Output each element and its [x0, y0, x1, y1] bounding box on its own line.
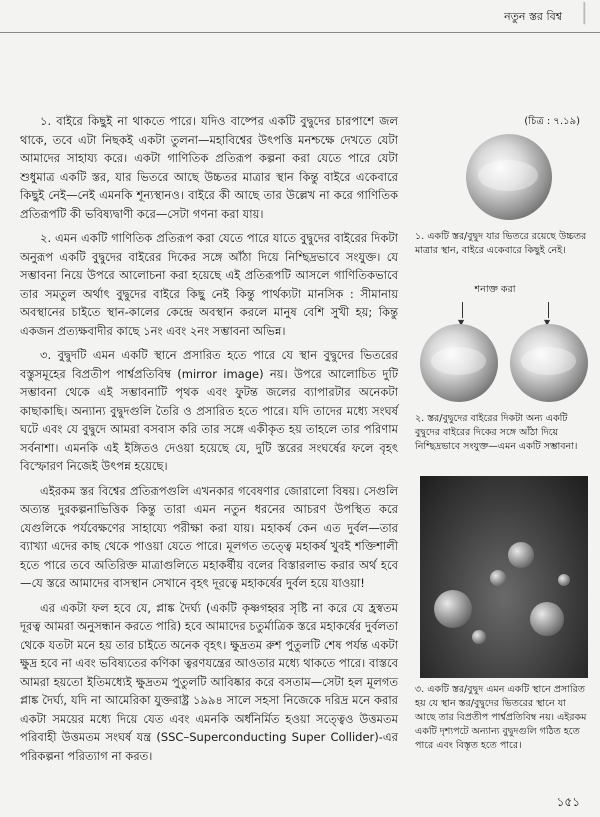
caption-3: ৩. একটি স্তর/বুদ্বুদ এমন একটি স্থানে প্রসারিত হয় যে স্থান স্তর/বুদ্বুদের ভিতরের স্থানে যা আছে তার বিপ্রতীপ পার্শ্বপ্রতিবিম্ব নয়। এইরকম একটি দৃশ্যপটে অন্যান্য বুদ্বুদগুলি গঠিত হতে পারে এবং বিস্তৃত হতে পারে।	[415, 684, 587, 751]
brane-sphere-2a	[420, 324, 498, 402]
bubble	[490, 570, 506, 586]
corner-ornament: |	[580, 0, 588, 25]
brane-sphere-1	[466, 134, 552, 220]
header-rule	[0, 32, 600, 33]
paragraph-5: এর একটা ফল হবে যে, প্লাঙ্ক দৈর্ঘ্য (একটি কৃষ্ণগহ্বর সৃষ্টি না করে যে হ্রস্বতম দূরত্ব আমরা অনুসন্ধান করতে পারি) হবে আমাদের চতুর্মাত্রিক স্তরে মহাকর্ষের দুর্বলতা থেকে যতটা মনে হয় তার চাইতে অনেক বৃহৎ। ক্ষুদ্রতম রুশ পুতুলটি শেষ পর্যন্ত একটা ক্ষুদ্র হবে না এবং ভবিষ্যতের কণিকা ত্বরণযন্ত্রের আওতার মধ্যে থাকতে পারে। বাস্তবে আমরা হয়তো ইতিমধ্যেই ক্ষুদ্রতম পুতুলটি আবিষ্কার করে বসতাম—সেটা হল মূলগত প্লাঙ্ক দৈর্ঘ্য, যদি না আমেরিকা যুক্তরাষ্ট্র ১৯৯৪ সালে সহসা নিজেকে দরিদ্র মনে করার একটা সময়ের মধ্যে দিয়ে যেত এবং এমনকি অর্ধনির্মিত হওয়া সত্ত্বেও উত্তমতম পরিবাহী উত্তমতম সংঘর্ষ যন্ত্র (SSC–Superconducting Super Collider)-এর পরিকল্পনা পরিত্যাগ না করত।	[20, 600, 398, 763]
arrow-right	[548, 302, 549, 318]
identify-label: শনাক্ত করা	[474, 284, 516, 295]
paragraph-2: ২. এমন একটি গাণিতিক প্রতিরূপ করা যেতে পারে যাতে বুদ্বুদের বাইরের দিকটা অনুরূপ একটি বুদ্বুদের বাইরের দিকের সঙ্গে আঁঠা দিয়ে নিশ্ছিদ্রভাবে সংযুক্ত। যে সম্ভাবনা নিয়ে উপরে আলোচনা করা হয়েছে এই প্রতিরূপটি আসলে গাণিতিকভাবে তার সমতুল অর্থাৎ বুদ্বুদের বাইরে কিছু নেই কিন্তু পার্থক্যটা মানসিক : সীমানায় অবস্থানের চাইতে স্থান-কালের কেন্দ্রে অবস্থান করলে মানুষ বেশি সুখী হয়; কিন্তু একজন প্রত্যক্ষবাদীর কাছে ১নং এবং ২নং সম্ভাবনা অভিন্ন।	[20, 231, 398, 338]
figure-label: (চিত্র : ৭.১৯)	[524, 116, 580, 127]
brane-sphere-2b	[510, 324, 588, 402]
page-number: ১৫১	[556, 795, 580, 809]
bubble	[472, 630, 486, 644]
bubble-universe-image	[420, 476, 588, 678]
main-text	[20, 112, 398, 771]
bubble	[508, 542, 534, 568]
paragraph-1: ১. বাইরে কিছুই না থাকতে পারে। যদিও বাষ্পের একটি বুদ্বুদের চারপাশে জল থাকে, তবে এটা নিছকই একটা তুলনা—মহাবিশ্বের উৎপত্তি মনশ্চক্ষে দেখতে যেটা আমাদের সাহায্য করে। একটা গাণিতিক প্রতিরূপ কল্পনা করা যেতে পারে যেটা শুধুমাত্র একটি স্তর, যার ভিতরে আছে উচ্চতর মাত্রার স্থান কিন্তু বাইরে একেবারে কিছুই নেই—নেই এমনকি শূন্যস্থানও। বাইরে কী আছে তার উল্লেখ না করে গাণিতিক প্রতিরূপটি কী ভবিষ্যদ্বাণী করে—সেটা গণনা করা যায়।	[20, 114, 398, 221]
running-title: নতুন স্তর বিশ্ব	[504, 10, 562, 23]
bubble	[558, 574, 570, 586]
paragraph-3: ৩. বুদ্বুদটি এমন একটি স্থানে প্রসারিত হতে পারে যে স্থান বুদ্বুদের ভিতরের বস্তুসমূহের বিপ্রতীপ পার্শ্বপ্রতিবিম্ব (mirror image) নয়। উপরে আলোচিত দুটি সম্ভাবনা থেকে এই সম্ভাবনাটি পৃথক এবং ফুটন্ত জলের ব্যাপারটার অনেকটা কাছাকাছি। অন্যান্য বুদ্বুদগুলি তৈরি ও প্রসারিত হতে পারে। যদি তাদের মধ্যে সংঘর্ষ ঘটে এবং যে বুদ্বুদে আমরা বসবাস করি তার সঙ্গে একীকৃত হয় তাহলে তার পরিণাম সর্বনাশা। এমনকি এই ইঙ্গিতও দেওয়া হয়েছে যে, দুটি স্তরের সংঘর্ষের ফলে বৃহৎ বিস্ফোরণ নিজেই উৎপন্ন হয়েছে।	[20, 348, 398, 473]
bubble	[530, 602, 564, 636]
bubble	[434, 590, 472, 628]
paragraph-4: এইরকম স্তর বিশ্বের প্রতিরূপগুলি এখনকার গবেষণার জোরালো বিষয়। সেগুলি অত্যন্ত দুরকল্পনাভিত্তিক কিন্তু তারা এমন নতুন ধরনের আচরণ উপস্থিত করে যেগুলিকে পর্যবেক্ষণের সাহায্যে পরীক্ষা করা যায়। মহাকর্ষ কেন এত দুর্বল—তার ব্যাখ্যা এদের কাছ থেকে পাওয়া যেতে পারে। মূলগত তত্ত্বে মহাকর্ষ খুবই শক্তিশালী হতে পারে তবে অতিরিক্ত মাত্রাগুলিতে মহাকর্ষীয় বলের বিস্তারলাভ করার অর্থ হবে—যে স্তরে আমাদের বাসস্থান সেখানে বৃহৎ দূরত্বে মহাকর্ষের দুর্বল হয়ে যাওয়া!	[20, 483, 398, 590]
caption-1: ১. একটি স্তর/বুদ্বুদ যার ভিতরে রয়েছে উচ্চতর মাত্রার স্থান, বাইরে একেবারে কিছুই নেই।	[415, 231, 587, 256]
arrow-left	[462, 302, 463, 318]
caption-2: ২. স্তর/বুদ্বুদের বাইরের দিকটা অন্য একটি বুদ্বুদের বাইরের দিকের সঙ্গে আঁঠা দিয়ে নিশ্ছিদ্রভাবে সংযুক্ত—এমন একটি সম্ভাবনা।	[415, 413, 578, 452]
